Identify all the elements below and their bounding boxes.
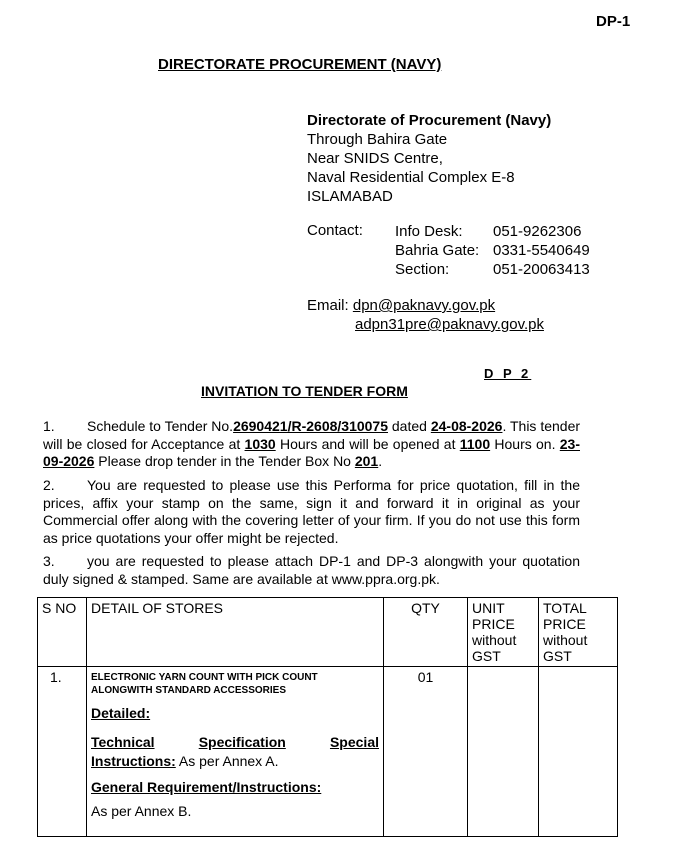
contact-row-section <box>395 260 590 279</box>
text: Hours on. <box>490 435 560 452</box>
text: Schedule to Tender No. <box>87 418 234 434</box>
cell-detail <box>87 667 384 837</box>
address-block <box>307 111 551 206</box>
form-title: INVITATION TO TENDER FORM <box>201 383 408 399</box>
paragraph-1 <box>43 418 580 471</box>
general-requirement-text: As per Annex B. <box>91 803 192 819</box>
email-link-primary[interactable]: dpn@paknavy.gov.pk <box>352 297 496 314</box>
address-city: ISLAMABAD <box>307 188 393 205</box>
header-total-price: TOTAL PRICE without GST <box>539 598 618 667</box>
paragraph-number: 3. <box>43 553 55 569</box>
detailed-label: Detailed: <box>91 705 151 721</box>
paragraph-text: You are requested to please use this Performa for price quotation, fill in the prices, affix your stamp on the same, sign it and forward it in original as your Commercial offer along with the covering letter of your firm. If you do not use this form as price quotations your offer might be rejected. <box>43 477 580 546</box>
form-sub-code: D P 2 <box>484 366 532 381</box>
text: dated <box>388 418 431 434</box>
address-line-1: Through Bahira Gate <box>307 131 448 148</box>
contact-key: Bahria Gate: <box>395 242 480 259</box>
text: . <box>378 453 383 469</box>
tender-box-number: 201 <box>354 453 379 469</box>
contact-row-info-desk <box>395 222 590 241</box>
tender-date: 24-08-2026 <box>430 418 503 434</box>
contact-key: Info Desk: <box>395 223 463 240</box>
contact-list <box>395 222 590 279</box>
text: Hours and will be opened at <box>275 435 460 452</box>
opening-date: 23-09-2026 <box>43 435 580 469</box>
header-detail: DETAIL OF STORES <box>87 598 384 667</box>
text: . This tender will be closed for Acceptance at <box>43 418 581 452</box>
email-block <box>307 296 544 334</box>
paragraph-text: you are requested to please attach DP-1 and DP-3 alongwith your quotation duly signed & stamped. Same are available at www.ppra.org.pk. <box>43 553 580 587</box>
table-row <box>38 667 618 837</box>
contact-value: 051-9262306 <box>493 223 582 240</box>
contact-label: Contact: <box>307 222 363 239</box>
contact-value: 0331-5540649 <box>493 242 590 259</box>
contact-value: 051-20063413 <box>493 261 590 278</box>
tech-word: Specification <box>198 734 286 750</box>
cell-sno: 1. <box>38 667 87 837</box>
tech-word: Technical <box>91 734 155 750</box>
contact-row-bahria-gate <box>395 241 590 260</box>
header-sno: S NO <box>38 598 87 667</box>
form-code: DP-1 <box>596 13 631 30</box>
cell-total-price[interactable] <box>539 667 618 837</box>
text: Please drop tender in the Tender Box No <box>94 453 355 469</box>
address-line-3: Naval Residential Complex E-8 <box>307 169 515 186</box>
cell-qty: 01 <box>384 667 468 837</box>
paragraph-2 <box>43 477 580 547</box>
table-header-row <box>38 598 618 667</box>
paragraph-3 <box>43 553 580 588</box>
cell-unit-price[interactable] <box>468 667 539 837</box>
paragraph-number: 2. <box>43 477 55 493</box>
closing-time: 1030 <box>244 435 276 452</box>
header-qty: QTY <box>384 598 468 667</box>
address-line-2: Near SNIDS Centre, <box>307 150 443 167</box>
stores-table <box>37 597 618 837</box>
item-name: ELECTRONIC YARN COUNT WITH PICK COUNT ALONGWITH STANDARD ACCESSORIES <box>91 672 318 696</box>
address-name: Directorate of Procurement (Navy) <box>307 112 552 129</box>
tender-number: 2690421/R-2608/310075 <box>233 418 388 434</box>
technical-spec <box>91 733 379 771</box>
tech-tail: As per Annex A. <box>175 753 279 769</box>
email-label: Email: <box>307 297 349 314</box>
directorate-title: DIRECTORATE PROCUREMENT (NAVY) <box>158 56 442 73</box>
tech-word: Special <box>329 734 379 750</box>
tech-word: Instructions: <box>91 753 176 769</box>
header-unit-price: UNIT PRICE without GST <box>468 598 539 667</box>
email-link-secondary[interactable]: adpn31pre@paknavy.gov.pk <box>355 316 544 333</box>
opening-time: 1100 <box>459 435 491 452</box>
paragraph-number: 1. <box>43 418 55 434</box>
general-requirement-label: General Requirement/Instructions: <box>91 779 322 795</box>
contact-key: Section: <box>395 261 450 278</box>
